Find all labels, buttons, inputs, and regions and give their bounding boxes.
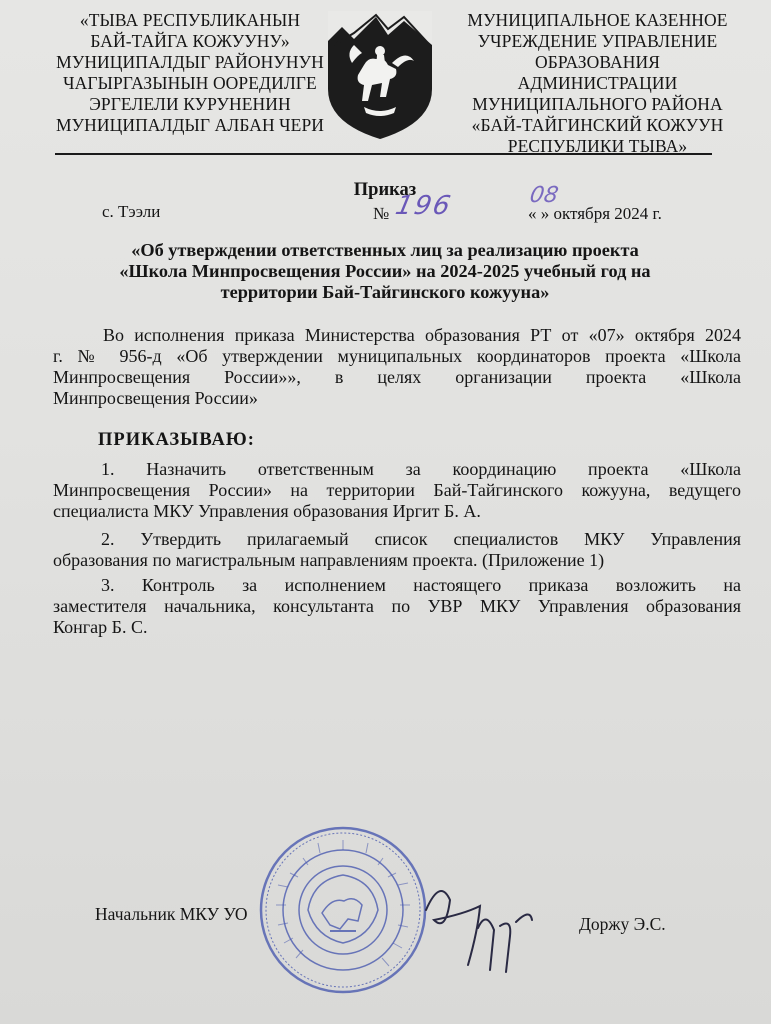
preamble-line: Минпросвещения России» [53, 388, 258, 408]
header-left-line: ЭРГЕЛЕЛИ КУРУНЕНИН [89, 94, 291, 114]
order-number-handwritten: 196 [392, 191, 455, 221]
header-right-line: «БАЙ-ТАЙГИНСКИЙ КОЖУУН [471, 115, 724, 135]
preamble-line: Минпросвещения России»», в целях организации проекта «Школа [53, 367, 741, 387]
item-line: 3. Контроль за исполнением настоящего приказа возложить на [101, 575, 741, 595]
item-3 [53, 575, 741, 638]
header-right-line: МУНИЦИПАЛЬНОЕ КАЗЕННОЕ [467, 10, 728, 30]
order-day-handwritten: 08 [527, 183, 561, 208]
item-1 [53, 459, 741, 522]
order-title: Приказ [353, 180, 417, 200]
order-place: с. Тээли [102, 202, 161, 221]
coat-of-arms-crest-icon [324, 5, 436, 143]
header-right-line: РЕСПУБЛИКИ ТЫВА» [507, 136, 688, 156]
signatory-name: Доржу Э.С. [579, 914, 666, 934]
item-line: образования по магистральным направлениям проекта. (Приложение 1) [53, 550, 605, 570]
header-right-line: МУНИЦИПАЛЬНОГО РАЙОНА [472, 94, 723, 114]
item-line: Минпросвещения России» на территории Бай-Тайгинского кожууна, ведущего [53, 480, 741, 500]
preamble-paragraph [53, 325, 741, 409]
order-number-label: № [373, 204, 390, 223]
handwritten-signature-icon [420, 870, 540, 975]
item-2 [53, 529, 741, 571]
header-left-tuvan [40, 10, 340, 136]
signatory-position: Начальник МКУ УО [95, 904, 248, 924]
directive-heading: ПРИКАЗЫВАЮ: [98, 430, 255, 450]
header-right-line: ОБРАЗОВАНИЯ [534, 52, 661, 72]
item-line: Конгар Б. С. [53, 617, 148, 637]
item-line: заместителя начальника, консультанта по УВР МКУ Управления образования [53, 596, 741, 616]
item-line: специалиста МКУ Управления образования Иргит Б. А. [53, 501, 481, 521]
round-official-stamp-icon [258, 825, 428, 995]
header-left-line: ЧАГЫРГАЗЫНЫН ООРЕДИЛГЕ [63, 73, 317, 93]
header-right-line: АДМИНИСТРАЦИИ [517, 73, 678, 93]
header-left-line: МУНИЦИПАЛДЫГ РАЙОНУНУН [56, 52, 324, 72]
preamble-line: Во исполнения приказа Министерства образования РТ от «07» октября 2024 [103, 325, 741, 345]
subject-line: «Школа Минпросвещения России» на 2024-2025 учебный год на [119, 261, 651, 281]
header-divider [55, 153, 712, 155]
header-left-line: «ТЫВА РЕСПУБЛИКАНЫН [79, 10, 301, 30]
order-date: « » октября 2024 г. [528, 204, 662, 223]
order-subject [95, 240, 675, 303]
subject-line: территории Бай-Тайгинского кожууна» [220, 282, 550, 302]
header-left-line: МУНИЦИПАЛДЫГ АЛБАН ЧЕРИ [55, 115, 325, 135]
item-line: 2. Утвердить прилагаемый список специалистов МКУ Управления [101, 529, 741, 549]
subject-line: «Об утверждении ответственных лиц за реализацию проекта [131, 240, 639, 260]
header-right-line: УЧРЕЖДЕНИЕ УПРАВЛЕНИЕ [477, 31, 718, 51]
header-left-line: БАЙ-ТАЙГА КОЖУУНУ» [90, 31, 290, 51]
preamble-line: г. № 956-д «Об утверждении муниципальных координаторов проекта «Школа [53, 346, 741, 366]
item-line: 1. Назначить ответственным за координацию проекта «Школа [101, 459, 741, 479]
header-right-russian [445, 10, 750, 157]
